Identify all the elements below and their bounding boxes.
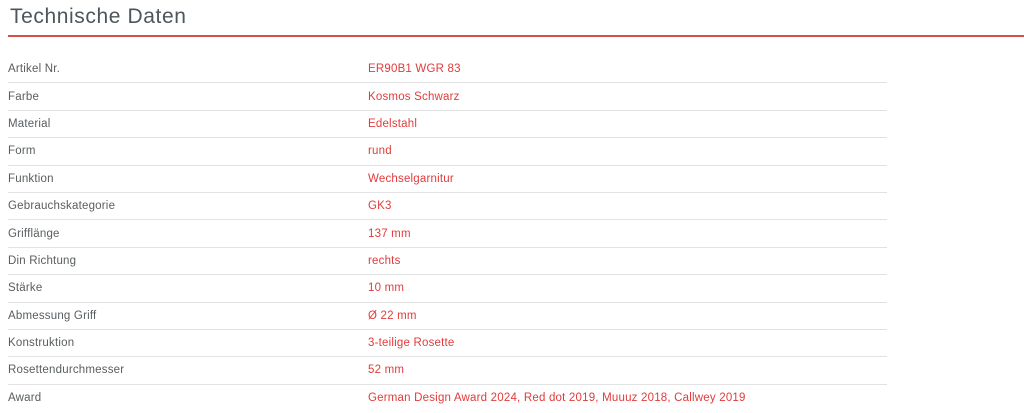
spec-value: ER90B1 WGR 83 <box>368 63 461 76</box>
spec-value: Edelstahl <box>368 117 418 130</box>
spec-label: Abmessung Griff <box>8 309 97 322</box>
spec-label: Material <box>8 117 51 130</box>
spec-value: rund <box>368 145 392 158</box>
spec-table <box>8 56 887 412</box>
spec-value: Ø 22 mm <box>368 309 417 322</box>
spec-value: 3-teilige Rosette <box>368 337 455 350</box>
spec-value: Wechselgarnitur <box>368 172 454 185</box>
table-row <box>8 83 887 110</box>
spec-value: 10 mm <box>368 282 405 295</box>
spec-label: Konstruktion <box>8 337 75 350</box>
table-row <box>8 56 887 83</box>
title-underline-rule <box>8 35 1024 37</box>
spec-label: Artikel Nr. <box>8 63 61 76</box>
table-row <box>8 138 887 165</box>
spec-label: Rosettendurchmesser <box>8 364 125 377</box>
table-row <box>8 166 887 193</box>
spec-value: rechts <box>368 254 401 267</box>
spec-value: GK3 <box>368 200 392 213</box>
table-row <box>8 193 887 220</box>
spec-label: Gebrauchskategorie <box>8 200 116 213</box>
table-row <box>8 357 887 384</box>
table-row <box>8 303 887 330</box>
spec-value: Kosmos Schwarz <box>368 90 460 103</box>
spec-label: Farbe <box>8 90 40 103</box>
spec-value: 52 mm <box>368 364 405 377</box>
spec-label: Grifflänge <box>8 227 60 240</box>
table-row <box>8 330 887 357</box>
table-row <box>8 275 887 302</box>
spec-value: German Design Award 2024, Red dot 2019, Muuuz 2018, Callwey 2019 <box>368 392 746 405</box>
spec-label: Award <box>8 392 42 405</box>
table-row <box>8 220 887 247</box>
page-title: Technische Daten <box>10 5 187 28</box>
table-row <box>8 385 887 412</box>
table-row <box>8 248 887 275</box>
table-row <box>8 111 887 138</box>
spec-value: 137 mm <box>368 227 411 240</box>
spec-label: Stärke <box>8 282 43 295</box>
spec-label: Din Richtung <box>8 254 77 267</box>
spec-label: Funktion <box>8 172 54 185</box>
spec-label: Form <box>8 145 36 158</box>
